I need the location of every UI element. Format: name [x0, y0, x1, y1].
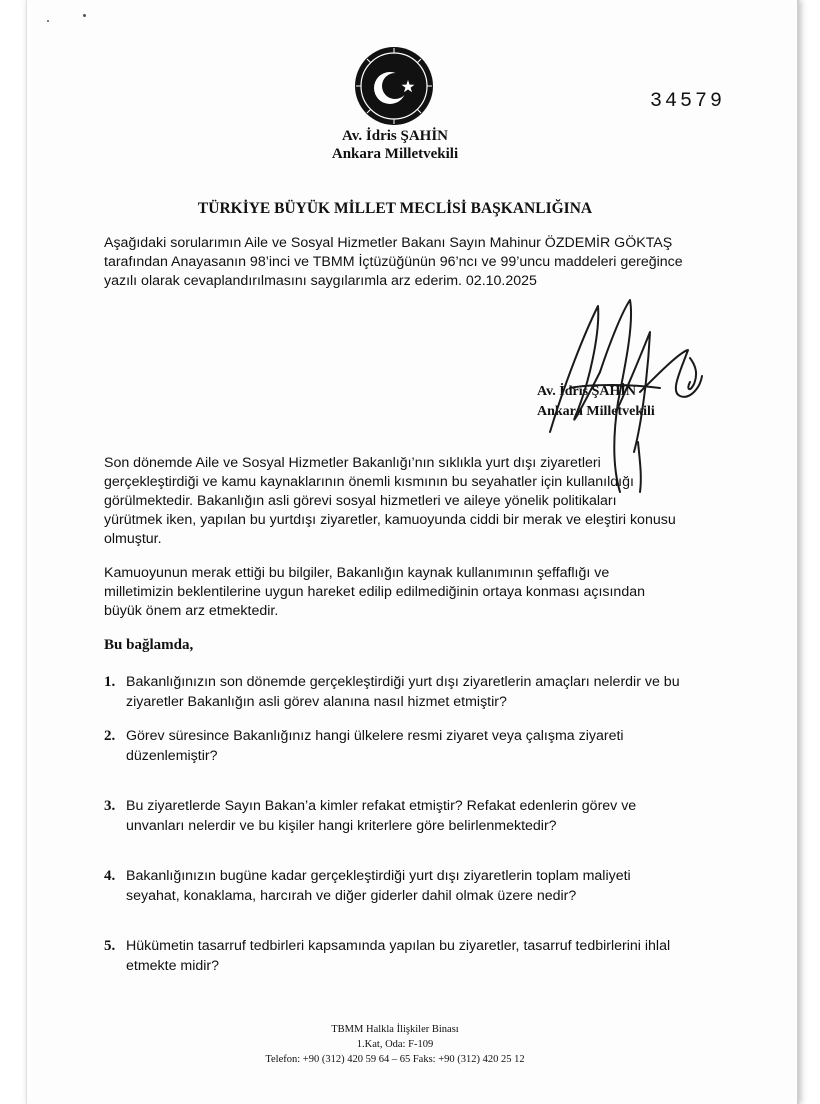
scan-speck [83, 14, 86, 17]
question-line: unvanları nelerdir ve bu kişiler hangi kriterlere göre belirlenmektedir? [126, 817, 557, 834]
question-number: 3. [104, 798, 116, 814]
footer-phone-fax: Telefon: +90 (312) 420 59 64 – 65 Faks: +90 (312) 420 25 12 [265, 1054, 525, 1065]
question-line: düzenlemiştir? [126, 747, 218, 764]
question-line: Hükümetin tasarruf tedbirleri kapsamında yapılan bu ziyaretler, tasarruf tedbirlerini ihlal [126, 938, 671, 954]
paragraph-line: Son dönemde Aile ve Sosyal Hizmetler Bakanlığı’nın sıklıkla yurt dışı ziyaretleri [104, 455, 601, 471]
intro-line: Aşağıdaki sorularımın Aile ve Sosyal Hizmetler Bakanı Sayın Mahinur ÖZDEMİR GÖKTAŞ [104, 235, 673, 251]
paragraph-line: Kamuoyunun merak ettiği bu bilgiler, Bakanlığın kaynak kullanımının şeffaflığı ve [104, 565, 610, 581]
question-line: Bu ziyaretlerde Sayın Bakan’a kimler refakat etmiştir? Refakat edenlerin görev ve [126, 798, 637, 814]
question-item [104, 673, 699, 712]
paragraph-line: görülmektedir. Bakanlığın asli görevi sosyal hizmetleri ve aileye yönelik politikaları [104, 493, 617, 509]
question-number: 5. [104, 938, 116, 954]
tbmm-seal-icon [354, 46, 434, 126]
paragraph-line: yürütmek iken, yapılan bu yurtdışı ziyaretler, kamuoyunda ciddi bir merak ve eleştiri konusu [104, 512, 676, 528]
scan-speck [47, 20, 49, 22]
question-line: Görev süresince Bakanlığınız hangi ülkelere resmi ziyaret veya çalışma ziyareti [126, 728, 624, 744]
background-paragraph [104, 454, 704, 549]
intro-paragraph [104, 234, 704, 291]
question-item [104, 867, 699, 906]
question-number: 4. [104, 868, 116, 884]
context-label: Bu bağlamda, [104, 637, 194, 653]
signature-name: Av. İdris ŞAHİN [537, 384, 636, 399]
question-number: 1. [104, 674, 116, 690]
footer-building: TBMM Halkla İlişkiler Binası [331, 1024, 459, 1035]
contact-footer [0, 1022, 790, 1067]
paragraph-line: olmuştur. [104, 531, 162, 547]
question-line: etmekte midir? [126, 957, 220, 974]
paragraph-line: milletimizin beklentilerine uygun hareket edilip edilmediğinin ortaya konması açısından [104, 584, 645, 600]
paragraph-line: gerçekleştirdiği ve kamu kaynaklarının önemli kısmının bu seyahatler için kullanıldığı [104, 474, 634, 490]
footer-office: 1.Kat, Oda: F-109 [356, 1039, 434, 1050]
paragraph-line: büyük önem arz etmektedir. [104, 603, 279, 619]
signature-role: Ankara Milletvekili [537, 404, 655, 419]
question-item [104, 937, 699, 976]
question-item [104, 797, 699, 836]
question-line: ziyaretler Bakanlığın asli görev alanına nasıl hizmet etmiştir? [126, 693, 507, 710]
intro-line: yazılı olarak cevaplandırılmasını saygılarımla arz ederim. 02.10.2025 [104, 273, 537, 289]
intro-line: tarafından Anayasanın 98’inci ve TBMM İçtüzüğünün 96’ncı ve 99’uncu maddeleri gereğince [104, 254, 683, 270]
document-number: 34579 [650, 90, 726, 113]
author-role: Ankara Milletvekili [331, 146, 459, 162]
question-item [104, 727, 699, 766]
question-line: Bakanlığınızın bugüne kadar gerçekleştirdiği yurt dışı ziyaretlerin toplam maliyeti [126, 868, 631, 884]
author-name: Av. İdris ŞAHİN [342, 128, 448, 144]
question-number: 2. [104, 728, 116, 744]
importance-paragraph [104, 564, 704, 621]
addressee-heading: TÜRKİYE BÜYÜK MİLLET MECLİSİ BAŞKANLIĞINA [197, 200, 593, 217]
question-line: Bakanlığınızın son dönemde gerçekleştirdiği yurt dışı ziyaretlerin amaçları nelerdir ve bu [126, 674, 680, 690]
question-line: seyahat, konaklama, harcırah ve diğer giderler dahil olmak üzere nedir? [126, 887, 577, 904]
